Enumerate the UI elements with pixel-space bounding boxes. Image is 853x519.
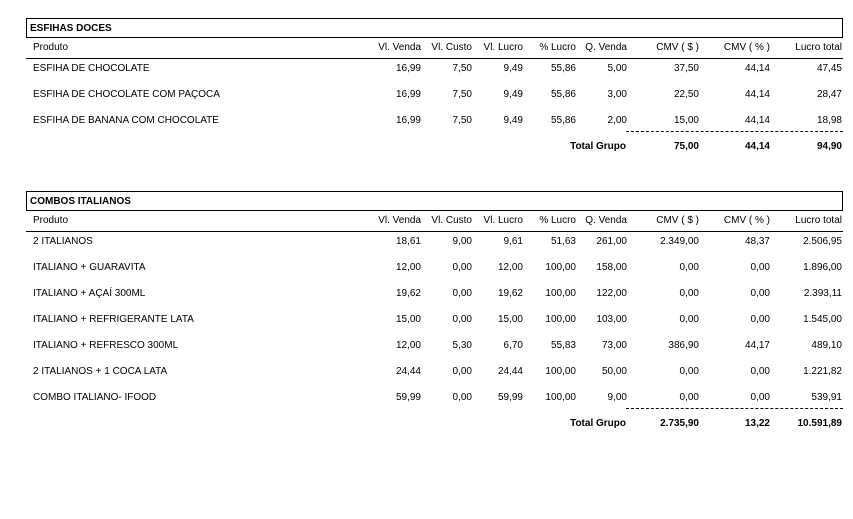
cell-cmv-rs: 0,00 [679,366,699,377]
cell-cmv-pct: 0,00 [750,314,770,325]
cell-vl-venda: 12,00 [395,262,421,273]
cell-cmv-pct: 0,00 [750,288,770,299]
table-row [26,392,843,406]
cell-q-venda: 103,00 [596,314,627,325]
table-row [26,314,843,328]
cell-vl-venda: 16,99 [395,89,421,100]
cell-vl-custo: 5,30 [452,340,472,351]
column-header-cmv-pct: CMV ( % ) [723,215,770,226]
table-row [26,262,843,276]
product-name: COMBO ITALIANO- IFOOD [33,392,157,403]
cell-pct-lucro: 51,63 [550,236,576,247]
cell-vl-custo: 7,50 [452,115,472,126]
cell-vl-venda: 12,00 [395,340,421,351]
cell-lucro-total: 18,98 [816,115,842,126]
cell-vl-lucro: 6,70 [503,340,523,351]
cell-vl-custo: 0,00 [452,314,472,325]
total-separator [626,131,843,132]
cell-lucro-total: 1.221,82 [803,366,842,377]
column-header-row [26,40,843,59]
cell-vl-venda: 18,61 [395,236,421,247]
cell-cmv-pct: 0,00 [750,366,770,377]
cell-pct-lucro: 55,86 [550,115,576,126]
cell-pct-lucro: 100,00 [545,392,576,403]
cell-lucro-total: 1.896,00 [803,262,842,273]
cell-vl-lucro: 9,49 [503,115,523,126]
product-name: ESFIHA DE CHOCOLATE [33,63,150,74]
cell-pct-lucro: 55,86 [550,63,576,74]
cell-vl-custo: 7,50 [452,63,472,74]
product-name: ESFIHA DE BANANA COM CHOCOLATE [33,115,219,126]
cell-q-venda: 73,00 [601,340,627,351]
cell-lucro-total: 539,91 [811,392,842,403]
column-header-q-venda: Q. Venda [585,42,627,53]
cell-pct-lucro: 100,00 [545,366,576,377]
total-lucro-total: 94,90 [816,141,842,152]
cell-q-venda: 5,00 [607,63,627,74]
table-row [26,288,843,302]
cell-vl-lucro: 15,00 [497,314,523,325]
cell-cmv-rs: 0,00 [679,392,699,403]
column-header-cmv-rs: CMV ( $ ) [656,215,699,226]
column-header-vl-custo: Vl. Custo [431,215,472,226]
cell-lucro-total: 1.545,00 [803,314,842,325]
cell-q-venda: 158,00 [596,262,627,273]
cell-cmv-rs: 0,00 [679,262,699,273]
table-row [26,115,843,129]
column-header-q-venda: Q. Venda [585,215,627,226]
cell-vl-venda: 16,99 [395,115,421,126]
cell-cmv-pct: 44,14 [744,115,770,126]
cell-lucro-total: 2.393,11 [803,288,842,299]
table-row [26,63,843,77]
cell-cmv-rs: 0,00 [679,288,699,299]
cell-vl-venda: 16,99 [395,63,421,74]
total-cmv-pct: 13,22 [744,418,770,429]
cell-q-venda: 261,00 [596,236,627,247]
cell-cmv-pct: 0,00 [750,392,770,403]
cell-vl-lucro: 9,61 [503,236,523,247]
column-header-vl-venda: Vl. Venda [378,215,421,226]
total-label: Total Grupo [570,141,626,152]
product-name: ESFIHA DE CHOCOLATE COM PAÇOCA [33,89,220,100]
cell-vl-lucro: 9,49 [503,89,523,100]
group-title: ESFIHAS DOCES [26,18,843,38]
group-title: COMBOS ITALIANOS [26,191,843,211]
total-row [26,418,843,432]
cell-vl-lucro: 19,62 [497,288,523,299]
total-cmv-pct: 44,14 [744,141,770,152]
cell-cmv-rs: 37,50 [673,63,699,74]
table-row [26,366,843,380]
product-name: 2 ITALIANOS [33,236,93,247]
table-row [26,236,843,250]
cell-pct-lucro: 100,00 [545,314,576,325]
cell-vl-lucro: 12,00 [497,262,523,273]
cell-vl-custo: 0,00 [452,288,472,299]
cell-vl-lucro: 9,49 [503,63,523,74]
cell-pct-lucro: 55,83 [550,340,576,351]
cell-pct-lucro: 55,86 [550,89,576,100]
column-header-pct-lucro: % Lucro [539,42,576,53]
column-header-lucro-total: Lucro total [795,42,842,53]
cell-vl-custo: 0,00 [452,392,472,403]
total-row [26,141,843,155]
cell-q-venda: 9,00 [607,392,627,403]
table-row [26,89,843,103]
total-cmv-rs: 2.735,90 [660,418,699,429]
cell-vl-venda: 15,00 [395,314,421,325]
column-header-cmv-rs: CMV ( $ ) [656,42,699,53]
cell-cmv-pct: 44,14 [744,63,770,74]
cell-cmv-pct: 0,00 [750,262,770,273]
cell-vl-venda: 59,99 [395,392,421,403]
cell-vl-custo: 7,50 [452,89,472,100]
column-header-produto: Produto [33,42,69,53]
cell-cmv-pct: 44,17 [744,340,770,351]
cell-q-venda: 2,00 [607,115,627,126]
table-row [26,340,843,354]
cell-cmv-rs: 22,50 [673,89,699,100]
cell-lucro-total: 28,47 [816,89,842,100]
total-separator [626,408,843,409]
cell-vl-venda: 19,62 [395,288,421,299]
cell-lucro-total: 47,45 [816,63,842,74]
column-header-vl-custo: Vl. Custo [431,42,472,53]
cell-q-venda: 50,00 [601,366,627,377]
column-header-row [26,213,843,232]
column-header-pct-lucro: % Lucro [539,215,576,226]
cell-vl-custo: 9,00 [452,236,472,247]
column-header-vl-lucro: Vl. Lucro [483,42,523,53]
total-lucro-total: 10.591,89 [797,418,842,429]
cell-pct-lucro: 100,00 [545,288,576,299]
cell-vl-custo: 0,00 [452,262,472,273]
cell-q-venda: 122,00 [596,288,627,299]
product-name: 2 ITALIANOS + 1 COCA LATA [33,366,168,377]
cell-vl-lucro: 24,44 [497,366,523,377]
cell-vl-venda: 24,44 [395,366,421,377]
cell-cmv-rs: 15,00 [673,115,699,126]
cell-cmv-pct: 44,14 [744,89,770,100]
total-label: Total Grupo [570,418,626,429]
cell-cmv-rs: 2.349,00 [660,236,699,247]
cell-vl-custo: 0,00 [452,366,472,377]
column-header-produto: Produto [33,215,69,226]
column-header-vl-lucro: Vl. Lucro [483,215,523,226]
cell-q-venda: 3,00 [607,89,627,100]
column-header-vl-venda: Vl. Venda [378,42,421,53]
column-header-lucro-total: Lucro total [795,215,842,226]
cell-cmv-rs: 386,90 [668,340,699,351]
product-name: ITALIANO + GUARAVITA [33,262,146,273]
cell-pct-lucro: 100,00 [545,262,576,273]
product-name: ITALIANO + AÇAÍ 300ML [33,288,146,299]
cell-lucro-total: 489,10 [811,340,842,351]
column-header-cmv-pct: CMV ( % ) [723,42,770,53]
product-name: ITALIANO + REFRIGERANTE LATA [33,314,194,325]
cell-cmv-rs: 0,00 [679,314,699,325]
cell-vl-lucro: 59,99 [497,392,523,403]
product-name: ITALIANO + REFRESCO 300ML [33,340,179,351]
total-cmv-rs: 75,00 [673,141,699,152]
cell-cmv-pct: 48,37 [744,236,770,247]
cell-lucro-total: 2.506,95 [803,236,842,247]
